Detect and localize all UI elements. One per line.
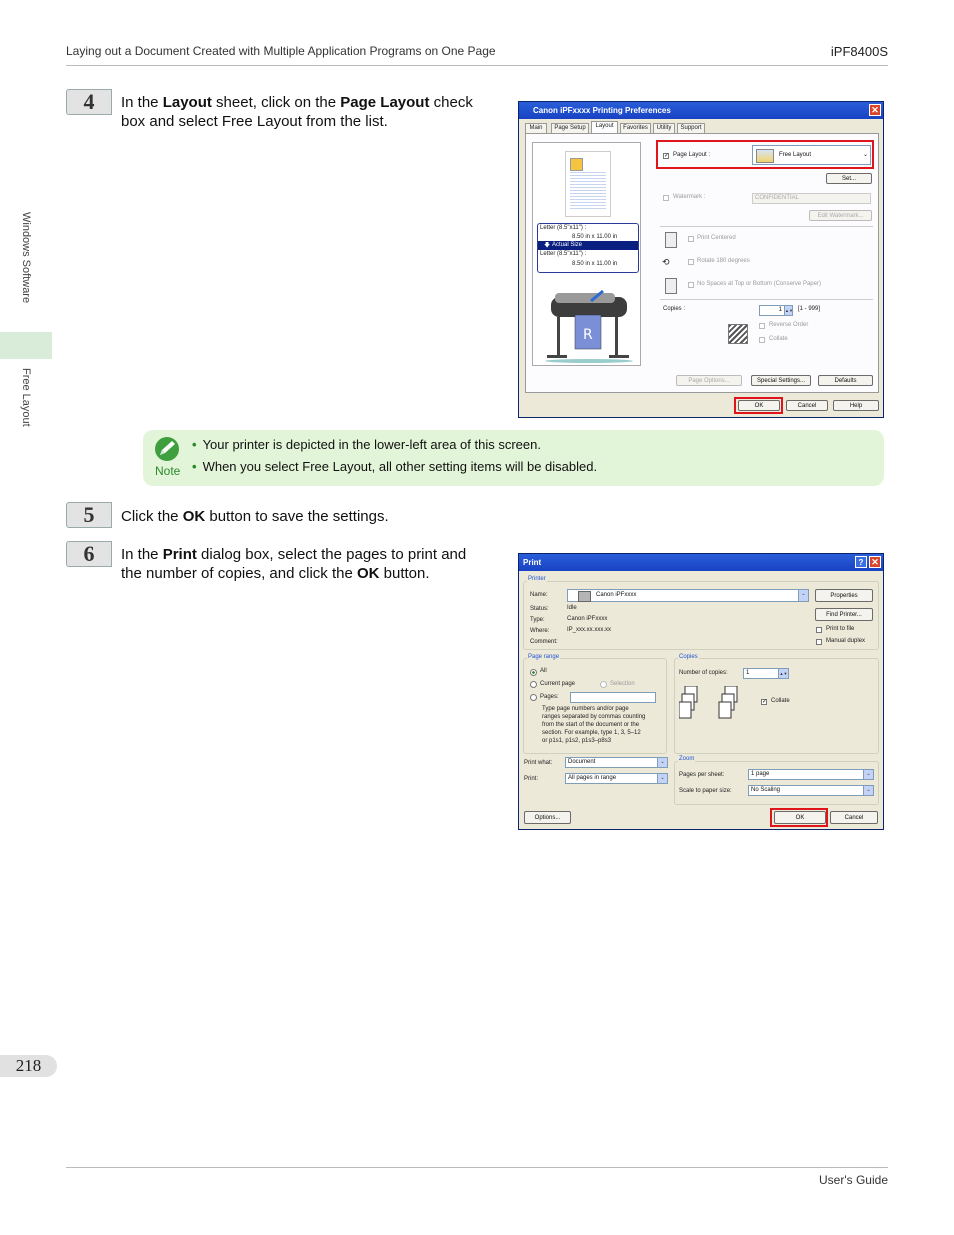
status-value: Idle bbox=[567, 605, 577, 611]
copies-label: Copies : bbox=[663, 306, 686, 312]
print-to-file-checkbox[interactable] bbox=[816, 627, 822, 633]
scale-label: Scale to paper size: bbox=[679, 788, 732, 794]
watermark-label: Watermark : bbox=[673, 194, 706, 200]
step-text-bold: Layout bbox=[162, 94, 212, 111]
tab-layout[interactable]: Layout bbox=[591, 121, 618, 134]
collate-checkbox[interactable] bbox=[759, 337, 765, 343]
step-text-bold: Print bbox=[162, 546, 197, 563]
page-options-button[interactable]: Page Options... bbox=[676, 375, 742, 386]
bullet-icon: • bbox=[192, 459, 197, 474]
footer-divider bbox=[66, 1167, 888, 1168]
reverse-order-label: Reverse Order bbox=[769, 322, 809, 328]
sidebar-subsection: Free Layout bbox=[20, 368, 32, 427]
step-number: 6 bbox=[66, 541, 112, 567]
step-text-part: In the bbox=[121, 94, 163, 111]
conserve-paper-icon bbox=[665, 278, 677, 294]
paper-info-text: Letter (8.5"x11") : bbox=[540, 251, 587, 257]
note-item-text: When you select Free Layout, all other setting items will be disabled. bbox=[202, 459, 598, 474]
pages-per-sheet-label: Pages per sheet: bbox=[679, 772, 725, 778]
step-text-part: the number of copies, and click the bbox=[121, 565, 357, 582]
printer-icon bbox=[578, 591, 591, 602]
scale-select[interactable] bbox=[748, 785, 874, 796]
edit-watermark-button[interactable]: Edit Watermark... bbox=[809, 210, 872, 221]
paper-info-text: 8.50 in x 11.00 in bbox=[572, 234, 618, 240]
close-icon[interactable]: ✕ bbox=[869, 556, 881, 568]
preview-pane bbox=[532, 142, 641, 366]
find-printer-button[interactable]: Find Printer... bbox=[815, 608, 873, 621]
step-number: 5 bbox=[66, 502, 112, 528]
footer-guide: User's Guide bbox=[819, 1173, 888, 1187]
watermark-checkbox[interactable] bbox=[663, 195, 669, 201]
header-model: iPF8400S bbox=[830, 44, 888, 59]
printing-preferences-dialog bbox=[518, 101, 884, 418]
pages-input[interactable] bbox=[570, 692, 656, 703]
pages-radio[interactable] bbox=[530, 694, 537, 701]
highlight-page-layout bbox=[656, 140, 874, 169]
step-text-part: button to save the settings. bbox=[205, 508, 389, 525]
scale-value: No Scaling bbox=[751, 787, 781, 793]
step-text bbox=[121, 507, 389, 526]
step-text bbox=[121, 93, 501, 131]
highlight-ok-button bbox=[734, 397, 783, 414]
special-settings-button[interactable]: Special Settings... bbox=[751, 375, 811, 386]
step-text-part: check bbox=[429, 94, 473, 111]
copies-group-title: Copies bbox=[679, 654, 698, 660]
current-page-label: Current page bbox=[540, 681, 576, 687]
step-text-part: Click the bbox=[121, 508, 183, 525]
paper-info bbox=[537, 223, 639, 273]
watermark-value: CONFIDENTIAL bbox=[755, 195, 800, 201]
no-spaces-checkbox[interactable] bbox=[688, 282, 694, 288]
defaults-button[interactable]: Defaults bbox=[818, 375, 873, 386]
print-centered-checkbox[interactable] bbox=[688, 236, 694, 242]
tab-favorites[interactable]: Favorites bbox=[620, 123, 651, 133]
print-dialog bbox=[518, 553, 884, 830]
printer-name-select[interactable] bbox=[567, 589, 809, 602]
down-arrow-icon: 🡇 bbox=[544, 243, 551, 249]
where-value: IP_xxx.xx.xxx.xx bbox=[567, 627, 612, 633]
collate-pages-icon bbox=[728, 324, 748, 344]
selection-radio[interactable] bbox=[600, 681, 607, 688]
step-text bbox=[121, 545, 501, 583]
chevron-down-icon[interactable]: ⌄ bbox=[798, 590, 808, 601]
collate-checkbox[interactable]: ✓ bbox=[762, 699, 768, 705]
close-icon[interactable]: ✕ bbox=[869, 104, 881, 116]
spinner-icon[interactable]: ▲▼ bbox=[785, 308, 793, 313]
selection-label: Selection bbox=[610, 681, 635, 687]
sidebar-section: Windows Software bbox=[20, 212, 32, 304]
bullet-icon: • bbox=[192, 437, 197, 452]
page-layout-checkbox[interactable]: ✓ bbox=[664, 153, 670, 159]
ok-button[interactable]: OK bbox=[774, 811, 826, 824]
dialog-titlebar bbox=[519, 554, 883, 571]
set-button[interactable]: Set... bbox=[826, 173, 872, 184]
print-what-value: Document bbox=[568, 759, 596, 765]
zoom-group bbox=[674, 761, 879, 805]
tab-utility[interactable]: Utility bbox=[653, 123, 675, 133]
step-text-bold: Page Layout bbox=[340, 94, 430, 111]
spinner-icon[interactable]: ▲▼ bbox=[779, 671, 788, 676]
all-radio[interactable] bbox=[530, 669, 537, 676]
copies-input[interactable] bbox=[759, 305, 793, 316]
range-help-text: ranges separated by commas counting bbox=[542, 714, 646, 720]
number-of-copies-input[interactable] bbox=[743, 668, 789, 679]
watermark-select[interactable] bbox=[752, 193, 871, 204]
current-page-radio[interactable] bbox=[530, 681, 537, 688]
manual-duplex-checkbox[interactable] bbox=[816, 639, 822, 645]
cancel-button[interactable]: Cancel bbox=[830, 811, 878, 824]
collate-pages-icon bbox=[679, 686, 743, 722]
help-icon[interactable]: ? bbox=[855, 556, 867, 568]
sidebar-active-band bbox=[0, 332, 52, 359]
paper-info-text: 8.50 in x 11.00 in bbox=[572, 261, 618, 267]
type-label: Type: bbox=[530, 617, 545, 623]
dialog-titlebar bbox=[519, 102, 883, 119]
page-layout-label: Page Layout : bbox=[673, 152, 711, 158]
highlight-ok-button bbox=[770, 808, 828, 827]
header-divider bbox=[66, 65, 888, 66]
step-text-part: In the bbox=[121, 546, 163, 563]
chevron-down-icon[interactable]: ⌄ bbox=[863, 786, 873, 795]
preview-lines bbox=[570, 172, 606, 210]
pencil-note-icon bbox=[152, 436, 182, 462]
number-of-copies-value: 1 bbox=[746, 670, 750, 676]
print-what-select[interactable] bbox=[565, 757, 668, 768]
print-value: All pages in range bbox=[568, 775, 617, 781]
chevron-down-icon[interactable]: ⌄ bbox=[863, 770, 873, 779]
pages-per-sheet-select[interactable] bbox=[748, 769, 874, 780]
preview-thumbnail bbox=[570, 158, 583, 171]
step-text-bold: OK bbox=[182, 508, 206, 525]
actual-size-label: Actual Size bbox=[552, 242, 583, 248]
range-help-text: section. For example, type 1, 3, 5–12 bbox=[542, 730, 641, 736]
print-what-label: Print what: bbox=[524, 760, 553, 766]
dialog-title: Canon iPFxxxx Printing Preferences bbox=[533, 106, 671, 115]
chevron-down-icon[interactable]: ⌄ bbox=[657, 758, 667, 767]
chevron-down-icon[interactable]: ⌄ bbox=[657, 774, 667, 783]
page-layout-value: Free Layout bbox=[779, 152, 812, 158]
actual-size-bar bbox=[538, 241, 638, 250]
name-label: Name: bbox=[530, 592, 548, 598]
manual-duplex-label: Manual duplex bbox=[826, 638, 866, 644]
pages-per-sheet-value: 1 page bbox=[751, 771, 770, 777]
paper-info-text: Letter (8.5"x11") : bbox=[540, 225, 587, 231]
no-spaces-label: No Spaces at Top or Bottom (Conserve Paper) bbox=[697, 281, 821, 287]
step-text-part: dialog box, select the pages to print and bbox=[196, 546, 467, 563]
zoom-group-title: Zoom bbox=[679, 756, 695, 762]
reverse-order-checkbox[interactable] bbox=[759, 323, 765, 329]
print-to-file-label: Print to file bbox=[826, 626, 855, 632]
print-label: Print: bbox=[524, 776, 539, 782]
page-preview bbox=[565, 151, 611, 217]
status-label: Status: bbox=[530, 606, 549, 612]
divider bbox=[660, 226, 873, 227]
ok-button[interactable]: OK bbox=[738, 400, 780, 411]
svg-text:R: R bbox=[583, 327, 593, 343]
tab-support[interactable]: Support bbox=[677, 123, 705, 133]
pages-label: Pages: bbox=[540, 694, 559, 700]
type-value: Canon iPFxxxx bbox=[567, 616, 608, 622]
step-text-bold: OK bbox=[356, 565, 380, 582]
where-label: Where: bbox=[530, 628, 550, 634]
range-help-text: Type page numbers and/or page bbox=[542, 706, 629, 712]
comment-label: Comment: bbox=[530, 639, 558, 645]
printer-name-value: Canon iPFxxxx bbox=[596, 592, 637, 598]
range-help-text: or p1s1, p1s2, p1s3–p8s3 bbox=[542, 738, 612, 744]
page-range-group-title: Page range bbox=[528, 654, 560, 660]
note-item-text: Your printer is depicted in the lower-left area of this screen. bbox=[202, 437, 541, 452]
step-text-part: sheet, click on the bbox=[211, 94, 341, 111]
rotate-label: Rotate 180 degrees bbox=[697, 258, 750, 264]
printer-illustration-icon bbox=[543, 277, 635, 363]
all-label: All bbox=[540, 668, 547, 674]
note-item bbox=[192, 459, 597, 474]
collate-label: Collate bbox=[769, 336, 788, 342]
step-text-part: box and select Free Layout from the list. bbox=[121, 113, 388, 130]
number-of-copies-label: Number of copies: bbox=[679, 670, 728, 676]
note-item bbox=[192, 437, 541, 452]
dialog-title: Print bbox=[523, 558, 542, 567]
note-label: Note bbox=[155, 464, 181, 478]
print-select[interactable] bbox=[565, 773, 668, 784]
tab-page-setup[interactable]: Page Setup bbox=[551, 123, 589, 133]
properties-button[interactable]: Properties bbox=[815, 589, 873, 602]
step-number: 4 bbox=[66, 89, 112, 115]
cancel-button[interactable]: Cancel bbox=[786, 400, 828, 411]
copies-value: 1 bbox=[778, 307, 782, 313]
copies-range: [1 - 999] bbox=[798, 306, 821, 312]
header-title: Laying out a Document Created with Multiple Application Programs on One Page bbox=[66, 44, 496, 58]
rotate-checkbox[interactable] bbox=[688, 259, 694, 265]
step-text-part: button. bbox=[379, 565, 430, 582]
divider bbox=[660, 299, 873, 300]
tab-main[interactable]: Main bbox=[525, 123, 547, 133]
chevron-down-icon: ⌄ bbox=[862, 152, 868, 158]
options-button[interactable]: Options... bbox=[524, 811, 571, 824]
collate-label: Collate bbox=[771, 698, 790, 704]
print-centered-label: Print Centered bbox=[697, 235, 736, 241]
page-number: 218 bbox=[0, 1055, 57, 1077]
print-centered-icon bbox=[665, 232, 677, 248]
rotate-icon: ⟲ bbox=[662, 257, 670, 267]
printer-group-title: Printer bbox=[528, 576, 546, 582]
range-help-text: from the start of the document or the bbox=[542, 722, 640, 728]
help-button[interactable]: Help bbox=[833, 400, 879, 411]
